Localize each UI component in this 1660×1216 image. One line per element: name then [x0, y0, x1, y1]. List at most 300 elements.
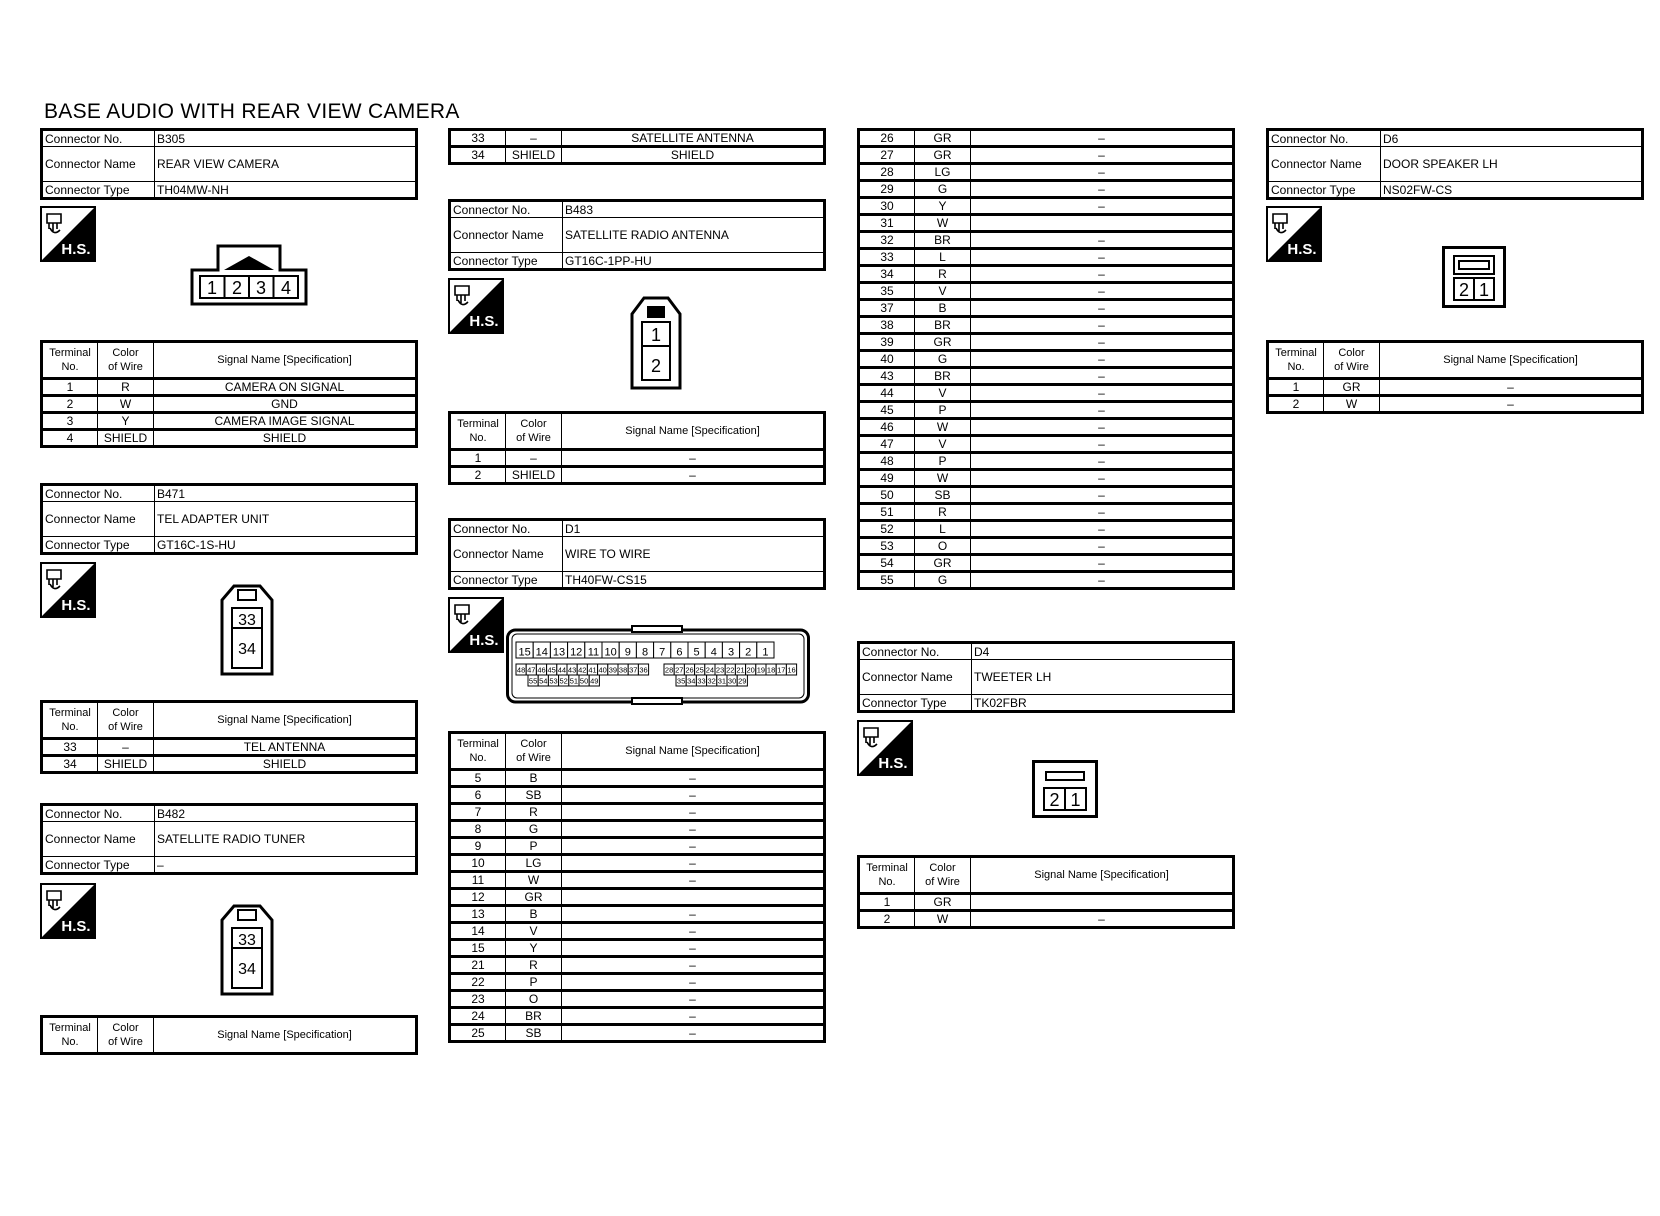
table-row [859, 215, 1234, 232]
wire-color-cell: V [915, 385, 971, 402]
table-row [859, 130, 1234, 147]
wire-color-cell: W [915, 911, 971, 928]
wire-color-header [506, 733, 562, 770]
table-row [450, 906, 825, 923]
terminal-no-cell: 34 [450, 147, 506, 164]
color-header-line1: Color [112, 707, 139, 719]
pin-label: 8 [641, 646, 649, 659]
table-row [450, 838, 825, 855]
connector-name-label: Connector Name [859, 660, 972, 695]
wire-color-cell: G [915, 181, 971, 198]
pin-label: 48 [516, 665, 526, 675]
table-row [450, 974, 825, 991]
connector-face-d1 [506, 624, 810, 711]
table-row [859, 538, 1234, 555]
connector-name-label: Connector Name [1268, 147, 1381, 182]
wire-color-cell: – [98, 739, 154, 756]
harness-side-icon [40, 883, 96, 939]
pin-label: 2 [1049, 790, 1060, 810]
terminal-header-line2: No. [61, 1036, 79, 1048]
connector-name-value: DOOR SPEAKER LH [1381, 147, 1643, 182]
table-row [859, 147, 1234, 164]
pin-label: 3 [727, 646, 735, 659]
table-row [450, 467, 825, 484]
harness-side-label: H.S. [61, 918, 91, 935]
terminal-no-cell: 12 [450, 889, 506, 906]
terminal-table-b471 [40, 700, 418, 774]
harness-side-icon-drawing [1266, 206, 1322, 262]
pin-label: 1 [650, 325, 662, 345]
harness-side-icon [448, 597, 504, 653]
terminal-header-line1: Terminal [49, 1022, 91, 1034]
wire-color-cell: B [506, 770, 562, 787]
connector-type-value: GT16C-1S-HU [155, 537, 417, 554]
harness-side-label: H.S. [61, 597, 91, 614]
connector-face-d6-drawing [1442, 246, 1506, 308]
pin-label: 17 [777, 665, 786, 675]
connector-info-b471 [40, 483, 418, 555]
wire-color-cell: G [915, 572, 971, 589]
wire-color-cell: P [506, 974, 562, 991]
color-header-line1: Color [929, 862, 956, 874]
terminal-no-cell: 55 [859, 572, 915, 589]
table-row [450, 787, 825, 804]
terminal-no-cell: 53 [859, 538, 915, 555]
signal-name-cell: – [971, 300, 1234, 317]
wire-color-cell: GR [915, 147, 971, 164]
wire-color-header [98, 1017, 154, 1054]
wire-color-header [98, 702, 154, 739]
table-row [859, 181, 1234, 198]
signal-name-cell [971, 215, 1234, 232]
signal-name-cell: – [562, 923, 825, 940]
color-header-line1: Color [520, 418, 547, 430]
signal-name-cell: TEL ANTENNA [154, 739, 417, 756]
terminal-no-cell: 2 [1268, 396, 1324, 413]
connector-name-value: REAR VIEW CAMERA [155, 147, 417, 182]
table-row [859, 368, 1234, 385]
table-row [859, 572, 1234, 589]
pin-label: 51 [569, 676, 579, 686]
connector-name-value: TEL ADAPTER UNIT [155, 502, 417, 537]
color-header-line2: of Wire [108, 721, 143, 733]
terminal-no-cell: 14 [450, 923, 506, 940]
terminal-no-cell: 35 [859, 283, 915, 300]
signal-name-cell: – [971, 555, 1234, 572]
harness-side-icon-drawing [448, 597, 504, 653]
wire-color-cell: R [98, 379, 154, 396]
signal-name-cell: – [1380, 396, 1643, 413]
terminal-table-header [859, 857, 1234, 894]
wire-color-cell: SHIELD [98, 756, 154, 773]
wire-color-header [98, 342, 154, 379]
connector-type-value: GT16C-1PP-HU [563, 253, 825, 270]
harness-side-icon-drawing [448, 278, 504, 334]
connector-face-b471 [220, 584, 274, 681]
wire-color-cell: – [506, 450, 562, 467]
signal-name-cell: – [971, 198, 1234, 215]
pin-label: 41 [588, 665, 597, 675]
connector-name-label: Connector Name [42, 147, 155, 182]
signal-name-cell: – [971, 453, 1234, 470]
terminal-no-cell: 2 [450, 467, 506, 484]
signal-name-cell: – [562, 467, 825, 484]
terminal-no-cell: 54 [859, 555, 915, 572]
signal-name-cell: – [562, 957, 825, 974]
pin-label: 37 [629, 665, 638, 675]
signal-name-cell: – [562, 770, 825, 787]
harness-side-icon-drawing [40, 562, 96, 618]
signal-name-cell: – [562, 855, 825, 872]
wire-color-cell: SHIELD [506, 147, 562, 164]
connector-no-value: B305 [155, 130, 417, 147]
connector-no-value: B483 [563, 201, 825, 218]
pin-label: 40 [598, 665, 607, 675]
table-row [859, 894, 1234, 911]
pin-label: 7 [659, 646, 666, 659]
connector-face-b482-drawing [220, 904, 274, 996]
signal-name-cell: – [562, 906, 825, 923]
table-row [450, 804, 825, 821]
pin-label: 39 [608, 665, 618, 675]
wire-color-cell: W [915, 470, 971, 487]
signal-name-cell: – [971, 419, 1234, 436]
signal-name-cell: – [562, 838, 825, 855]
color-header-line2: of Wire [516, 432, 551, 444]
connector-no-value: D6 [1381, 130, 1643, 147]
connector-no-label: Connector No. [1268, 130, 1381, 147]
table-row [859, 487, 1234, 504]
signal-name-cell: – [971, 249, 1234, 266]
connector-no-value: B482 [155, 805, 417, 822]
signal-name-header: Signal Name [Specification] [562, 733, 825, 770]
terminal-no-cell: 52 [859, 521, 915, 538]
wire-color-cell: GR [915, 130, 971, 147]
terminal-no-cell: 2 [859, 911, 915, 928]
terminal-no-cell: 6 [450, 787, 506, 804]
table-row [450, 940, 825, 957]
pin-label: 29 [738, 676, 747, 686]
wire-color-cell: B [915, 300, 971, 317]
terminal-table-b482-continued [448, 128, 826, 165]
pin-label: 33 [238, 612, 256, 629]
terminal-no-cell: 32 [859, 232, 915, 249]
pin-label: 52 [559, 676, 568, 686]
connector-type-label: Connector Type [42, 857, 155, 874]
connector-no-value: D4 [972, 643, 1234, 660]
connector-face-b305 [190, 244, 310, 311]
connector-face-b483-drawing [630, 296, 682, 390]
terminal-no-cell: 37 [859, 300, 915, 317]
wire-color-cell: – [506, 130, 562, 147]
connector-name-value: WIRE TO WIRE [563, 537, 825, 572]
signal-name-cell: – [562, 991, 825, 1008]
terminal-table-header [42, 342, 417, 379]
connector-no-value: D1 [563, 520, 825, 537]
connector-no-label: Connector No. [450, 201, 563, 218]
terminal-no-cell: 33 [859, 249, 915, 266]
harness-side-icon-drawing [40, 206, 96, 262]
pin-label: 14 [535, 646, 548, 659]
signal-name-cell: – [1380, 379, 1643, 396]
pin-label: 13 [552, 646, 566, 659]
terminal-table-d1-continued [857, 128, 1235, 590]
terminal-no-cell: 27 [859, 147, 915, 164]
terminal-no-cell: 5 [450, 770, 506, 787]
wire-color-cell: GR [915, 894, 971, 911]
wire-color-cell: W [98, 396, 154, 413]
wire-color-cell: LG [506, 855, 562, 872]
connector-face-d4 [1032, 760, 1098, 823]
terminal-no-cell: 39 [859, 334, 915, 351]
pin-label: 3 [255, 278, 267, 298]
color-header-line1: Color [1338, 347, 1365, 359]
table-row [859, 283, 1234, 300]
pin-label: 34 [687, 676, 696, 686]
table-row [859, 334, 1234, 351]
terminal-no-cell: 48 [859, 453, 915, 470]
connector-no-value: B471 [155, 485, 417, 502]
table-row [859, 436, 1234, 453]
page-title: BASE AUDIO WITH REAR VIEW CAMERA [44, 100, 460, 123]
signal-name-cell: – [562, 450, 825, 467]
signal-name-cell: – [971, 402, 1234, 419]
signal-name-cell: – [562, 787, 825, 804]
connector-name-value: SATELLITE RADIO ANTENNA [563, 218, 825, 253]
wire-color-cell: R [915, 504, 971, 521]
table-row [450, 855, 825, 872]
wire-color-cell: BR [506, 1008, 562, 1025]
table-row [859, 266, 1234, 283]
wire-color-cell: W [506, 872, 562, 889]
terminal-no-cell: 40 [859, 351, 915, 368]
signal-name-cell: SHIELD [154, 756, 417, 773]
table-row [42, 379, 417, 396]
signal-name-cell: – [971, 130, 1234, 147]
terminal-no-cell: 25 [450, 1025, 506, 1042]
connector-type-label: Connector Type [450, 572, 563, 589]
terminal-no-cell: 31 [859, 215, 915, 232]
table-row [450, 821, 825, 838]
table-row [859, 911, 1234, 928]
signal-name-cell: CAMERA IMAGE SIGNAL [154, 413, 417, 430]
connector-name-value: SATELLITE RADIO TUNER [155, 822, 417, 857]
connector-no-label: Connector No. [859, 643, 972, 660]
connector-type-label: Connector Type [859, 695, 972, 712]
connector-name-value: TWEETER LH [972, 660, 1234, 695]
pin-label: 30 [727, 676, 737, 686]
harness-side-label: H.S. [469, 313, 499, 330]
terminal-header-line1: Terminal [457, 738, 499, 750]
table-row [450, 147, 825, 164]
terminal-no-cell: 10 [450, 855, 506, 872]
signal-name-cell: – [971, 351, 1234, 368]
terminal-header-line1: Terminal [457, 418, 499, 430]
harness-side-icon-drawing [40, 883, 96, 939]
signal-name-header: Signal Name [Specification] [154, 342, 417, 379]
wire-color-cell: GR [1324, 379, 1380, 396]
connector-face-b471-drawing [220, 584, 274, 676]
wire-color-cell: V [915, 283, 971, 300]
connector-type-value: TH40FW-CS15 [563, 572, 825, 589]
pin-label: 24 [705, 665, 715, 675]
pin-label: 1 [206, 278, 218, 298]
signal-name-cell: – [971, 232, 1234, 249]
terminal-no-cell: 7 [450, 804, 506, 821]
pin-label: 2 [1458, 280, 1470, 300]
wire-color-cell: P [915, 453, 971, 470]
signal-name-cell: – [971, 436, 1234, 453]
wire-color-cell: SB [506, 787, 562, 804]
terminal-no-cell: 45 [859, 402, 915, 419]
wire-color-cell: G [506, 821, 562, 838]
pin-label: 35 [676, 676, 686, 686]
signal-name-cell: – [971, 164, 1234, 181]
table-row [859, 504, 1234, 521]
pin-label: 19 [756, 665, 766, 675]
terminal-header-line2: No. [61, 361, 79, 373]
connector-face-d4-drawing [1032, 760, 1098, 818]
table-row [859, 385, 1234, 402]
wire-color-cell: Y [506, 940, 562, 957]
signal-name-header: Signal Name [Specification] [971, 857, 1234, 894]
terminal-no-cell: 11 [450, 872, 506, 889]
color-header-line2: of Wire [108, 1036, 143, 1048]
terminal-no-cell: 1 [450, 450, 506, 467]
terminal-header-line1: Terminal [1275, 347, 1317, 359]
pin-label: 15 [518, 646, 531, 659]
signal-name-cell: – [562, 940, 825, 957]
signal-name-cell: – [971, 538, 1234, 555]
pin-label: 33 [238, 932, 256, 949]
pin-label: 42 [578, 665, 587, 675]
wire-color-cell: BR [915, 317, 971, 334]
wire-color-cell: O [506, 991, 562, 1008]
terminal-table-b482 [40, 1015, 418, 1055]
pin-label: 25 [695, 665, 704, 675]
signal-name-cell [971, 894, 1234, 911]
wire-color-cell: GR [506, 889, 562, 906]
pin-label: 31 [717, 676, 727, 686]
connector-type-value: NS02FW-CS [1381, 182, 1643, 199]
signal-name-cell: – [971, 283, 1234, 300]
connector-face-b305-drawing [190, 244, 310, 306]
signal-name-header: Signal Name [Specification] [154, 1017, 417, 1054]
color-header-line2: of Wire [516, 752, 551, 764]
terminal-no-header [42, 702, 98, 739]
wire-color-cell: V [506, 923, 562, 940]
signal-name-cell: – [971, 572, 1234, 589]
terminal-no-cell: 4 [42, 430, 98, 447]
pin-label: 11 [587, 646, 600, 659]
signal-name-header: Signal Name [Specification] [1380, 342, 1643, 379]
wire-color-cell: GR [915, 334, 971, 351]
pin-label: 4 [280, 278, 292, 298]
wire-color-cell: G [915, 351, 971, 368]
terminal-table-d4 [857, 855, 1235, 929]
connector-name-label: Connector Name [450, 218, 563, 253]
table-row [1268, 379, 1643, 396]
pin-label: 43 [567, 665, 577, 675]
wire-color-cell: W [915, 215, 971, 232]
table-row [450, 889, 825, 906]
terminal-no-cell: 46 [859, 419, 915, 436]
signal-name-cell: – [562, 1008, 825, 1025]
terminal-header-line1: Terminal [866, 862, 908, 874]
table-row [450, 450, 825, 467]
connector-face-d6 [1442, 246, 1506, 313]
wire-color-cell: SB [915, 487, 971, 504]
terminal-header-line1: Terminal [49, 707, 91, 719]
terminal-table-d1 [448, 731, 826, 1043]
pin-label: 12 [570, 646, 583, 659]
wire-color-cell: O [915, 538, 971, 555]
signal-name-cell: – [971, 266, 1234, 283]
terminal-no-header [450, 413, 506, 450]
table-row [1268, 396, 1643, 413]
pin-label: 34 [238, 961, 256, 978]
signal-name-cell: – [971, 181, 1234, 198]
pin-label: 38 [618, 665, 628, 675]
table-row [859, 555, 1234, 572]
terminal-no-cell: 15 [450, 940, 506, 957]
pin-label: 21 [736, 665, 745, 675]
connector-face-b482 [220, 904, 274, 1001]
terminal-no-cell: 1 [1268, 379, 1324, 396]
signal-name-cell: – [971, 368, 1234, 385]
table-row [42, 430, 417, 447]
table-row [859, 521, 1234, 538]
terminal-no-header [450, 733, 506, 770]
table-row [42, 413, 417, 430]
connector-type-value: TK02FBR [972, 695, 1234, 712]
pin-label: 1 [762, 646, 769, 659]
table-row [450, 1025, 825, 1042]
terminal-no-cell: 47 [859, 436, 915, 453]
pin-label: 32 [707, 676, 716, 686]
wire-color-cell: W [1324, 396, 1380, 413]
connector-no-label: Connector No. [42, 805, 155, 822]
connector-info-d4 [857, 641, 1235, 713]
signal-name-cell: – [971, 470, 1234, 487]
terminal-table-b483 [448, 411, 826, 485]
connector-face-b483 [630, 296, 682, 395]
wire-color-cell: BR [915, 232, 971, 249]
terminal-no-cell: 38 [859, 317, 915, 334]
connector-info-d1 [448, 518, 826, 590]
signal-name-cell: GND [154, 396, 417, 413]
harness-side-label: H.S. [61, 241, 91, 258]
pin-label: 46 [537, 665, 546, 675]
wire-color-header [506, 413, 562, 450]
terminal-no-cell: 33 [450, 130, 506, 147]
pin-label: 36 [639, 665, 648, 675]
table-row [450, 872, 825, 889]
connector-info-b483 [448, 199, 826, 271]
terminal-header-line2: No. [469, 752, 487, 764]
terminal-header-line1: Terminal [49, 347, 91, 359]
terminal-no-cell: 22 [450, 974, 506, 991]
terminal-no-cell: 8 [450, 821, 506, 838]
pin-label: 22 [726, 665, 735, 675]
terminal-header-line2: No. [61, 721, 79, 733]
terminal-no-cell: 34 [859, 266, 915, 283]
table-row [42, 739, 417, 756]
pin-label: 33 [697, 676, 706, 686]
wire-color-cell: GR [915, 555, 971, 572]
terminal-no-cell: 29 [859, 181, 915, 198]
table-row [859, 317, 1234, 334]
